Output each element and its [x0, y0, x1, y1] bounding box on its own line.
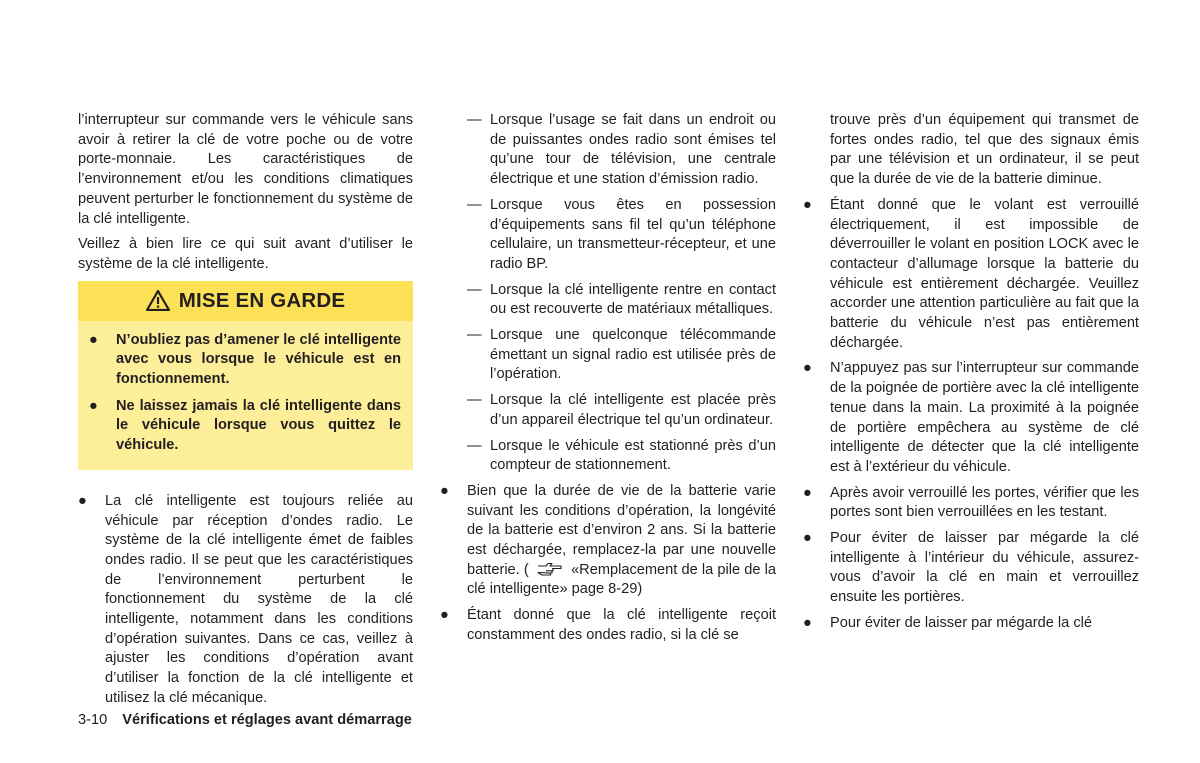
bullet-marker: ●: [803, 196, 812, 213]
bullet-text: Après avoir verrouillé les portes, vérifier que les portes sont bien verrouillées en les testant.: [830, 484, 1139, 521]
bullet-marker: ●: [440, 482, 449, 499]
bullet-marker: ●: [803, 530, 812, 547]
dash-text: Lorsque vous êtes en possession d’équipements sans fil tel qu’un téléphone cellulaire, un transmetteur-récepteur, et une radio BP.: [490, 196, 776, 272]
section-title: Vérifications et réglages avant démarrage: [122, 712, 412, 728]
dash-item: [440, 111, 776, 190]
bullet-text: Pour éviter de laisser par mégarde la clé: [830, 614, 1093, 631]
bullet-text: La clé intelligente est toujours reliée au véhicule par réception d’ondes radio. Le système de la clé intelligente émet de faibles ondes radio. Il se peut que les caractéristiques de l’environnement perturbent le fonctionnement du système de la clé intelligente, notamment dans les conditions d’opération suivantes. Dans ce cas, veillez à ajuster les conditions d’opération avant d’utiliser la fonction de la clé intelligente et utilisez la clé mécanique.: [105, 492, 413, 706]
warning-title: MISE EN GARDE: [178, 288, 346, 312]
bullet-item: [78, 492, 413, 709]
dash-item: [440, 281, 776, 320]
dash-text: Lorsque la clé intelligente rentre en contact ou est recouverte de matériaux métalliques.: [490, 281, 776, 318]
bullet-marker: ●: [89, 331, 98, 348]
column-left: [78, 111, 413, 715]
bullet-text: Pour éviter de laisser par mégarde la clé intelligente à l’intérieur du véhicule, assurez-vous d’avoir la clé en main et verrouillez ensuite les portières.: [830, 530, 1139, 606]
dash-text: Lorsque une quelconque télécommande émettant un signal radio est utilisée près de l’opération.: [490, 327, 776, 383]
bullet-marker: ●: [78, 492, 87, 509]
column-middle: [440, 111, 776, 652]
bullet-item-battery: [440, 482, 776, 600]
dash-item: [440, 326, 776, 385]
bullet-marker: ●: [803, 360, 812, 377]
bullet-item: [803, 529, 1139, 608]
battery-reference-link[interactable]: «Remplacement de la pile de la clé intelligente» page 8-29): [467, 561, 776, 598]
bullet-marker: ●: [89, 397, 98, 414]
bullet-marker: ●: [440, 607, 449, 624]
bullet-item: [803, 614, 1139, 634]
warning-item: [78, 397, 413, 456]
dash-marker: —: [467, 281, 482, 298]
bullet-text: N’appuyez pas sur l’interrupteur sur commande de la poignée de portière avec la clé intelligente tenue dans la main. La proximité à la poignée de portière empêchera au système de clé intelligente de détecter que la clé intelligente est à l’extérieur du véhicule.: [830, 360, 1139, 475]
read-notice: Veillez à bien lire ce qui suit avant d’utiliser le système de la clé intelligente.: [78, 236, 413, 272]
dash-marker: —: [467, 112, 482, 128]
dash-item: [440, 391, 776, 430]
bullet-item-radio: [440, 606, 776, 645]
warning-header: [78, 281, 413, 321]
dash-text: Lorsque la clé intelligente est placée près d’un appareil électrique tel qu’un ordinateur.: [490, 392, 776, 428]
column-right: [803, 111, 1139, 640]
dash-text: Lorsque l’usage se fait dans un endroit ou de puissantes ondes radio sont émises tel qu’une tour de télévision, une centrale électrique et une station d’émission radio.: [490, 112, 776, 188]
warning-item-text: Ne laissez jamais la clé intelligente dans le véhicule lorsque vous quittez le véhicule.: [116, 397, 401, 454]
dash-marker: —: [467, 196, 482, 213]
continued-text: trouve près d’un équipement qui transmet de fortes ondes radio, tel que des signaux émis par une télévision et un ordinateur, il se peut que la durée de vie de la batterie diminue.: [830, 112, 1139, 188]
dash-marker: —: [467, 392, 482, 409]
bullet-marker: ●: [803, 484, 812, 501]
dash-marker: —: [467, 437, 482, 454]
bullet-item: [803, 484, 1139, 523]
warning-item-text: N’oubliez pas d’amener le clé intelligente avec vous lorsque le véhicule est en fonctionnement.: [116, 331, 401, 388]
warning-box: [78, 281, 413, 470]
bullet-marker: ●: [803, 614, 812, 631]
page-footer: [78, 711, 412, 730]
battery-text: Bien que la durée de vie de la batterie varie suivant les conditions d’opération, la longévité de la batterie est d’environ 2 ans. Si la batterie est déchargée, remplacez-la par une nouvelle batterie. (: [467, 482, 776, 578]
page-number: 3-10: [78, 712, 108, 728]
warning-item: [78, 331, 413, 390]
dash-marker: —: [467, 327, 482, 344]
bullet-item: [803, 359, 1139, 477]
bullet-text: Étant donné que le volant est verrouillé électriquement, il est impossible de déverrouiller le volant en position LOCK avec le contacteur d’allumage lorsque la batterie du véhicule est entièrement déchargée. Veuillez accorder une attention particulière au fait que la batterie du véhicule n’est pas entièrement déchargée.: [830, 196, 1139, 351]
dash-item: [440, 196, 776, 275]
warning-triangle-icon: [146, 290, 170, 311]
pointing-hand-reference-icon: [537, 562, 563, 576]
bullet-item: [803, 196, 1139, 354]
dash-text: Lorsque le véhicule est stationné près d’un compteur de stationnement.: [490, 437, 776, 474]
continued-item: [803, 111, 1139, 190]
radio-text: Étant donné que la clé intelligente reçoit constamment des ondes radio, si la clé se: [467, 607, 776, 643]
dash-item: [440, 437, 776, 476]
intro-paragraph: l’interrupteur sur commande vers le véhicule sans avoir à retirer la clé de votre poche ou de votre porte-monnaie. Les caractéristiques de l’environnement et/ou les conditions climatiques peuvent perturber le fonctionnement du système de la clé intelligente.: [78, 112, 413, 227]
